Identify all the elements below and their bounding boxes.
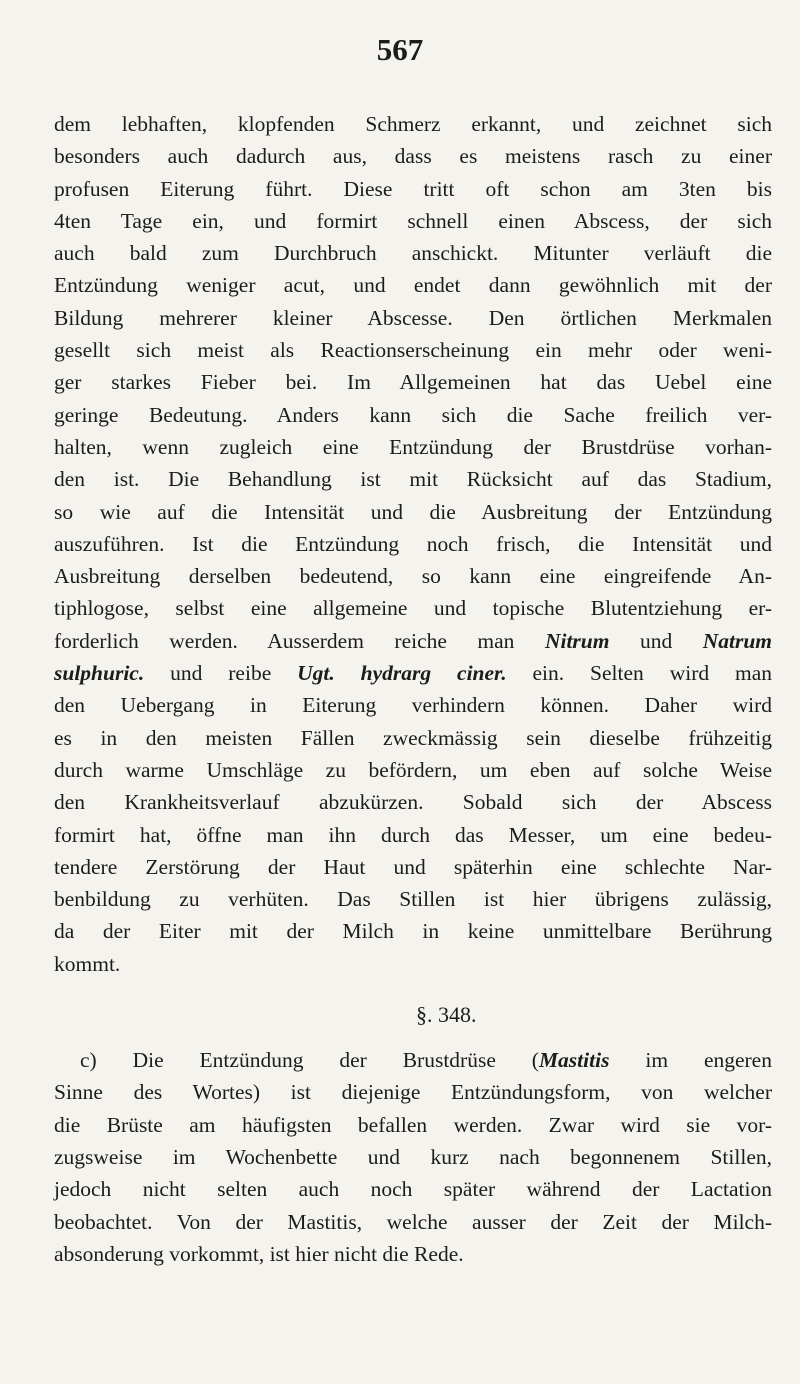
text-line: es in den meisten Fällen zweckmässig sein dieselbe frühzeitig (54, 725, 772, 750)
text-line: da der Eiter mit der Milch in keine unmittelbare Berührung (54, 919, 772, 944)
text-line: halten, wenn zugleich eine Entzündung der Brustdrüse vorhan- (54, 434, 772, 459)
text-line: tiphlogose, selbst eine allgemeine und topische Blutentziehung er- (54, 596, 772, 621)
text-line: so wie auf die Intensität und die Ausbreitung der Entzündung (54, 499, 772, 524)
remedy-name: Nitrum (544, 628, 610, 653)
text-line: jedoch nicht selten auch noch später während der Lactation (54, 1177, 772, 1202)
text-line: absonderung vorkommt, ist hier nicht die Rede. (54, 1241, 464, 1266)
text-run: c) Die Entzündung der Brustdrüse ( (80, 1048, 539, 1073)
text-line (54, 1044, 772, 1076)
text-run: und reibe (144, 661, 298, 686)
text-line: durch warme Umschläge zu befördern, um eben auf solche Weise (54, 757, 772, 782)
remedy-name: Ugt. hydrarg ciner. (297, 661, 507, 686)
text-line: den ist. Die Behandlung ist mit Rücksicht auf das Stadium, (54, 467, 772, 492)
text-line: zugsweise im Wochenbette und kurz nach begonnenem Stillen, (54, 1144, 772, 1169)
text-line: den Uebergang in Eiterung verhindern können. Daher wird (54, 693, 772, 718)
term-name: Mastitis (538, 1048, 610, 1073)
text-line: benbildung zu verhüten. Das Stillen ist hier übrigens zulässig, (54, 887, 772, 912)
text-run: im engeren (609, 1048, 772, 1073)
text-line (54, 657, 772, 689)
text-line (54, 625, 772, 657)
text-line: den Krankheitsverlauf abzukürzen. Sobald sich der Abscess (54, 790, 772, 815)
body-text (54, 108, 772, 1270)
text-run: und (609, 628, 703, 653)
text-line: Bildung mehrerer kleiner Abscesse. Den örtlichen Merkmalen (54, 305, 772, 330)
text-line: tendere Zerstörung der Haut und späterhin eine schlechte Nar- (54, 854, 772, 879)
text-line: auszuführen. Ist die Entzündung noch frisch, die Intensität und (54, 531, 772, 556)
text-line: Ausbreitung derselben bedeutend, so kann eine eingreifende An- (54, 564, 772, 589)
page-number: 567 (376, 32, 424, 67)
text-line: formirt hat, öffne man ihn durch das Messer, um eine bedeu- (54, 822, 772, 847)
remedy-name: Natrum (702, 628, 773, 653)
text-line: gesellt sich meist als Reactionserscheinung ein mehr oder weni- (54, 338, 772, 363)
text-line: Entzündung weniger acut, und endet dann gewöhnlich mit der (54, 273, 772, 298)
text-line: auch bald zum Durchbruch anschickt. Mitunter verläuft die (54, 241, 772, 266)
text-line: besonders auch dadurch aus, dass es meistens rasch zu einer (54, 144, 772, 169)
text-run: ein. Selten wird man (506, 661, 773, 686)
text-line: dem lebhaften, klopfenden Schmerz erkannt, und zeichnet sich (54, 112, 772, 136)
text-line: ger starkes Fieber bei. Im Allgemeinen hat das Uebel eine (54, 370, 772, 395)
text-line: kommt. (54, 951, 121, 976)
text-line: die Brüste am häufigsten befallen werden. Zwar wird sie vor- (54, 1112, 772, 1137)
remedy-name: sulphuric. (54, 661, 145, 686)
text-line: 4ten Tage ein, und formirt schnell einen Abscess, der sich (54, 208, 772, 233)
text-line: beobachtet. Von der Mastitis, welche ausser der Zeit der Milch- (54, 1209, 772, 1234)
text-line: profusen Eiterung führt. Diese tritt oft schon am 3ten bis (54, 176, 772, 201)
text-run: forderlich werden. Ausserdem reiche man (54, 628, 545, 653)
section-heading: §. 348. (416, 1002, 477, 1028)
text-line: Sinne des Wortes) ist diejenige Entzündungsform, von welcher (54, 1080, 772, 1105)
text-line: geringe Bedeutung. Anders kann sich die Sache freilich ver- (54, 402, 772, 427)
